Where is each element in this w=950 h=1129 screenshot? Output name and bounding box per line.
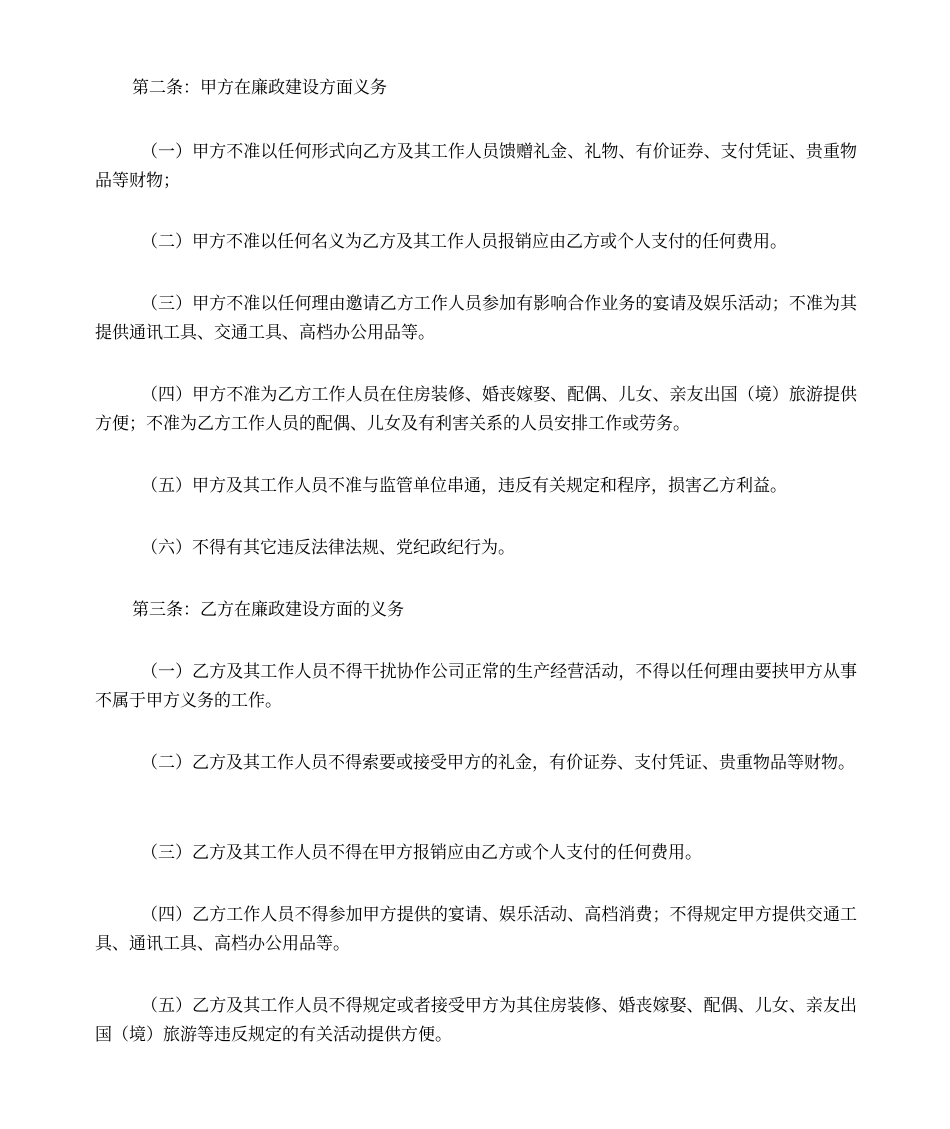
article-3-heading: 第三条：乙方在廉政建设方面的义务 <box>132 600 404 620</box>
article-3-item-4: （四）乙方工作人员不得参加甲方提供的宴请、娱乐活动、高档消费；不得规定甲方提供交通工具、通讯工具、高档办公用品等。 <box>95 905 857 954</box>
article-2-item-5: （五）甲方及其工作人员不准与监管单位串通，违反有关规定和程序，损害乙方利益。 <box>141 476 787 496</box>
article-3-item-1: （一）乙方及其工作人员不得干扰协作公司正常的生产经营活动，不得以任何理由要挟甲方从事不属于甲方义务的工作。 <box>95 662 857 711</box>
article-2-item-1: （一）甲方不准以任何形式向乙方及其工作人员馈赠礼金、礼物、有价证券、支付凭证、贵重物品等财物； <box>95 142 857 191</box>
article-2-heading: 第二条：甲方在廉政建设方面义务 <box>132 78 387 98</box>
article-2-item-4: （四）甲方不准为乙方工作人员在住房装修、婚丧嫁娶、配偶、儿女、亲友出国（境）旅游提供方便；不准为乙方工作人员的配偶、儿女及有利害关系的人员安排工作或劳务。 <box>95 385 857 434</box>
article-2-item-6: （六）不得有其它违反法律法规、党纪政纪行为。 <box>141 538 515 558</box>
article-2-item-3: （三）甲方不准以任何理由邀请乙方工作人员参加有影响合作业务的宴请及娱乐活动；不准为其提供通讯工具、交通工具、高档办公用品等。 <box>95 294 857 343</box>
article-3-item-5: （五）乙方及其工作人员不得规定或者接受甲方为其住房装修、婚丧嫁娶、配偶、儿女、亲友出国（境）旅游等违反规定的有关活动提供方便。 <box>95 996 857 1045</box>
article-3-item-3: （三）乙方及其工作人员不得在甲方报销应由乙方或个人支付的任何费用。 <box>141 843 702 863</box>
article-3-item-2: （二）乙方及其工作人员不得索要或接受甲方的礼金，有价证券、支付凭证、贵重物品等财物。 <box>141 753 855 773</box>
article-2-item-2: （二）甲方不准以任何名义为乙方及其工作人员报销应由乙方或个人支付的任何费用。 <box>141 232 787 252</box>
